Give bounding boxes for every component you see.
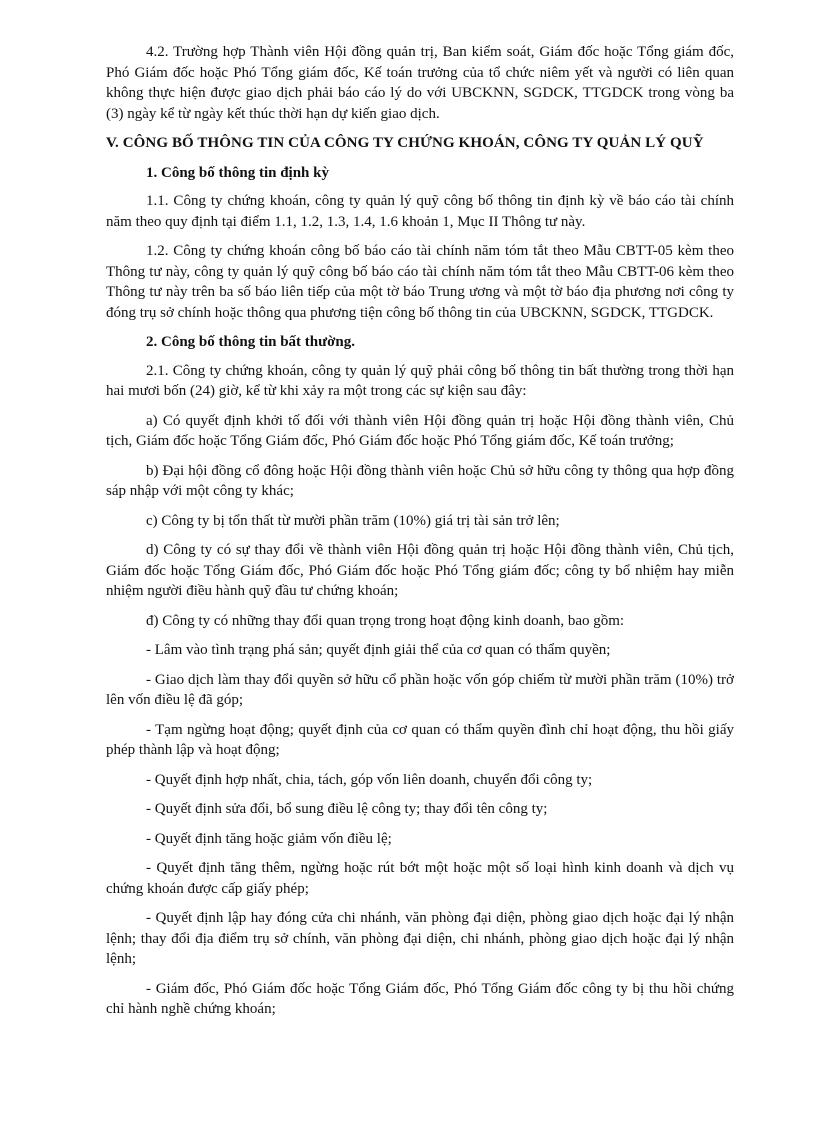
paragraph-4-2: 4.2. Trường hợp Thành viên Hội đồng quản trị, Ban kiểm soát, Giám đốc hoặc Tổng giám đốc, Phó Giám đốc hoặc Phó Tổng giám đốc, Kế toán trưởng của tổ chức niêm yết và người có liên quan không thực hiện được giao dịch phải báo cáo lý do với UBCKNN, SGDCK, TTGDCK trong vòng ba (3) ngày kể từ ngày kết thúc thời hạn dự kiến giao dịch. bbox=[106, 44, 734, 122]
clause-d: d) Công ty có sự thay đổi về thành viên Hội đồng quản trị hoặc Hội đồng thành viên, Chủ tịch, Giám đốc hoặc Tổng Giám đốc, Phó Giám đốc hoặc Phó Tổng giám đốc; công ty bổ nhiệm hay miễn nhiệm người điều hành quỹ đầu tư chứng khoán; bbox=[106, 542, 734, 599]
bullet-branches: - Quyết định lập hay đóng cửa chi nhánh, văn phòng đại diện, phòng giao dịch hoặc đại lý nhận lệnh; thay đổi địa điểm trụ sở chính, văn phòng đại diện, chi nhánh, phòng giao dịch hoặc đại lý nhận lệnh; bbox=[106, 910, 734, 967]
clause-dd: đ) Công ty có những thay đổi quan trọng trong hoạt động kinh doanh, bao gồm: bbox=[146, 612, 625, 629]
bullet-ownership-change: - Giao dịch làm thay đổi quyền sở hữu cổ phần hoặc vốn góp chiếm từ mười phần trăm (10%) trở lên vốn điều lệ đã góp; bbox=[106, 671, 734, 708]
heading-periodic-disclosure: 1. Công bố thông tin định kỳ bbox=[146, 164, 329, 181]
heading-extraordinary-disclosure: 2. Công bố thông tin bất thường. bbox=[146, 334, 356, 350]
bullet-capital-change: - Quyết định tăng hoặc giảm vốn điều lệ; bbox=[146, 830, 392, 847]
bullet-bankruptcy: - Lâm vào tình trạng phá sản; quyết định giải thể của cơ quan có thẩm quyền; bbox=[146, 642, 611, 658]
clause-b: b) Đại hội đồng cổ đông hoặc Hội đồng thành viên hoặc Chủ sở hữu công ty thông qua hợp đồng sáp nhập với một công ty khác; bbox=[106, 462, 734, 499]
bullet-suspension: - Tạm ngừng hoạt động; quyết định của cơ quan có thẩm quyền đình chỉ hoạt động, thu hồi giấy phép thành lập và hoạt động; bbox=[106, 721, 734, 758]
paragraph-1-1: 1.1. Công ty chứng khoán, công ty quản lý quỹ công bố thông tin định kỳ về báo cáo tài chính năm theo quy định tại điểm 1.1, 1.2, 1.3, 1.4, 1.6 khoản 1, Mục II Thông tư này. bbox=[106, 193, 734, 230]
clause-c: c) Công ty bị tổn thất từ mười phần trăm (10%) giá trị tài sản trở lên; bbox=[146, 512, 560, 529]
bullet-license-revoked: - Giám đốc, Phó Giám đốc hoặc Tổng Giám đốc, Phó Tổng Giám đốc công ty bị thu hồi chứng chỉ hành nghề chứng khoán; bbox=[106, 980, 734, 1017]
bullet-merger: - Quyết định hợp nhất, chia, tách, góp vốn liên doanh, chuyển đổi công ty; bbox=[146, 771, 593, 788]
clause-a: a) Có quyết định khởi tố đối với thành viên Hội đồng quản trị hoặc Hội đồng thành viên, Chủ tịch, Giám đốc hoặc Tổng Giám đốc, Phó Giám đốc hoặc Phó Tổng giám đốc, Kế toán trưởng; bbox=[106, 412, 734, 449]
paragraph-2-1: 2.1. Công ty chứng khoán, công ty quản lý quỹ phải công bố thông tin bất thường trong thời hạn hai mươi bốn (24) giờ, kể từ khi xảy ra một trong các sự kiện sau đây: bbox=[106, 362, 734, 399]
paragraph-1-2: 1.2. Công ty chứng khoán công bố báo cáo tài chính năm tóm tắt theo Mẫu CBTT-05 kèm theo Thông tư này, công ty quản lý quỹ công bố báo cáo tài chính năm tóm tắt theo Mẫu CBTT-06 kèm theo Thông tư này trên ba số báo liên tiếp của một tờ báo Trung ương và một tờ báo địa phương nơi công ty đóng trụ sở chính hoặc thông qua phương tiện công bố thông tin của UBCKNN, SGDCK, TTGDCK. bbox=[106, 243, 734, 321]
bullet-business-lines: - Quyết định tăng thêm, ngừng hoặc rút bớt một hoặc một số loại hình kinh doanh và dịch vụ chứng khoán được cấp giấy phép; bbox=[106, 860, 734, 897]
section-v-heading: V. CÔNG BỐ THÔNG TIN CỦA CÔNG TY CHỨNG KHOÁN, CÔNG TY QUẢN LÝ QUỸ bbox=[106, 135, 704, 151]
bullet-charter-amendment: - Quyết định sửa đổi, bổ sung điều lệ công ty; thay đổi tên công ty; bbox=[146, 801, 548, 817]
document-page bbox=[106, 42, 734, 1029]
